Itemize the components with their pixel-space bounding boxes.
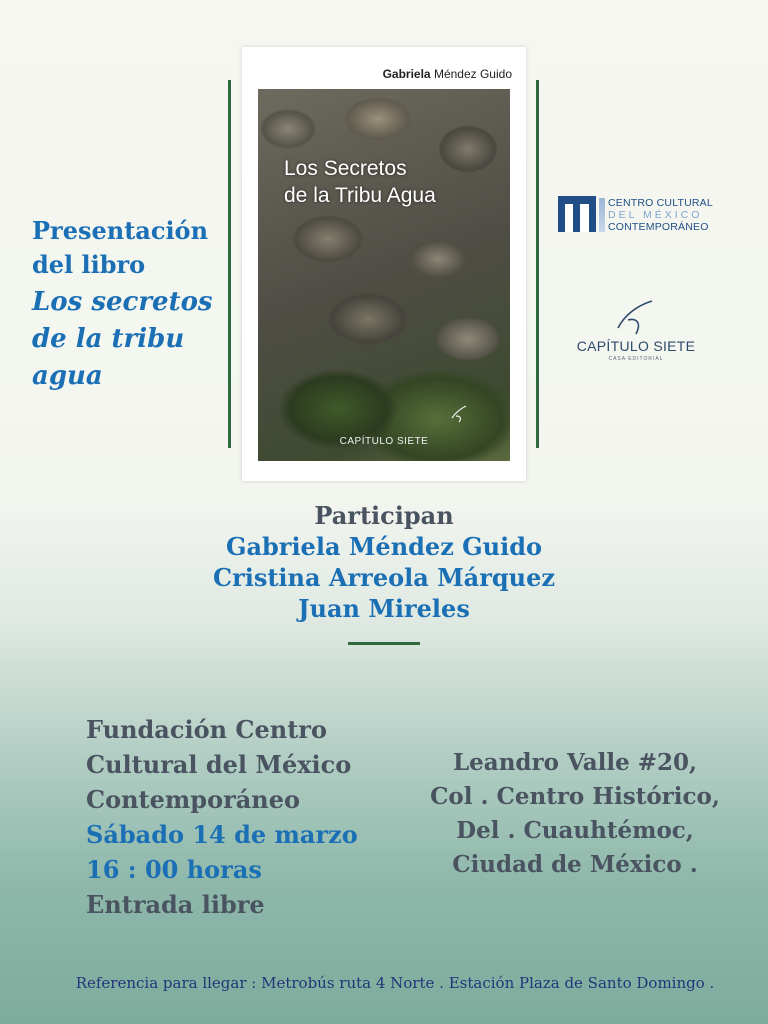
address-line1: Leandro Valle #20, <box>452 749 697 776</box>
ccmc-logo-text <box>608 197 713 233</box>
cover-publisher: CAPÍTULO SIETE <box>339 436 429 447</box>
cover-photo <box>258 89 510 461</box>
venue-line1: Fundación Centro <box>86 715 327 744</box>
directions-reference: Referencia para llegar : Metrobús ruta 4 Norte . Estación Plaza de Santo Domingo . <box>75 974 715 992</box>
cover-title <box>284 155 436 209</box>
ccmc-line3: CONTEMPORÁNEO <box>608 221 709 233</box>
book-cover <box>242 47 526 481</box>
venue-info <box>86 712 358 922</box>
entry-note: Entrada libre <box>86 890 265 919</box>
ccmc-logo-side-bar <box>599 198 605 232</box>
book-title <box>32 284 222 395</box>
left-divider <box>228 80 231 448</box>
capitulo-siete-mark-icon <box>448 404 470 424</box>
participants-heading: Participan <box>314 501 454 530</box>
cover-author-first: Gabriela <box>382 67 431 81</box>
capitulo-siete-logo-icon <box>612 298 658 338</box>
address-line4: Ciudad de México . <box>452 851 698 878</box>
venue-line2: Cultural del México <box>86 750 352 779</box>
event-time: 16 : 00 horas <box>86 855 262 884</box>
cover-author-rest: Méndez Guido <box>430 67 512 81</box>
book-title-line3: agua <box>32 361 103 391</box>
capitulo-siete-logo <box>566 298 706 368</box>
ccmc-line2: DEL MÉXICO <box>608 209 703 221</box>
section-divider <box>348 642 420 645</box>
right-divider <box>536 80 539 448</box>
capitulo-siete-name: CAPÍTULO SIETE <box>576 338 696 354</box>
address-line2: Col . Centro Histórico, <box>430 783 720 810</box>
address-info <box>430 746 720 882</box>
presentation-heading <box>32 214 208 282</box>
venue-line3: Contemporáneo <box>86 785 301 814</box>
ccmc-logo <box>558 196 728 240</box>
book-title-line2: de la tribu <box>32 324 185 354</box>
cover-title-line1: Los Secretos <box>284 157 407 180</box>
presentation-heading-line1: Presentación <box>32 216 209 245</box>
presentation-heading-line2: del libro <box>32 250 146 279</box>
event-date: Sábado 14 de marzo <box>86 820 358 849</box>
participant-name: Juan Mireles <box>298 594 470 623</box>
address-line3: Del . Cuauhtémoc, <box>456 817 694 844</box>
capitulo-siete-subtitle: CASA EDITORIAL <box>608 356 664 362</box>
ccmc-line1: CENTRO CULTURAL <box>608 197 713 209</box>
cover-title-line2: de la Tribu Agua <box>284 184 436 207</box>
participants-section <box>0 500 768 624</box>
participant-name: Cristina Arreola Márquez <box>212 563 556 592</box>
participant-name: Gabriela Méndez Guido <box>225 532 543 561</box>
ccmc-logo-mark-icon <box>558 196 596 232</box>
cover-author <box>242 67 512 81</box>
book-title-line1: Los secretos <box>32 287 213 317</box>
